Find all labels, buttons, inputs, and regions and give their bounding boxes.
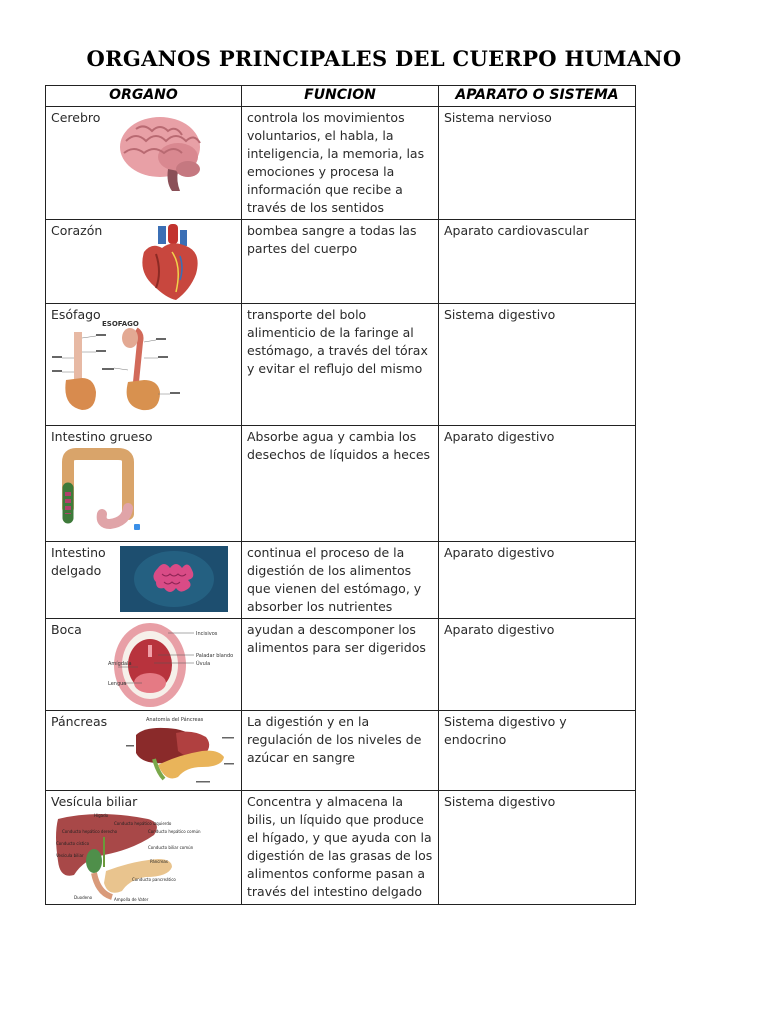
gallbladder-diagram — [54, 809, 201, 903]
organ-name: Boca — [51, 622, 82, 637]
label-biliar-comun: Conducto biliar común — [148, 845, 194, 850]
organ-name: Cerebro — [51, 110, 101, 125]
table-row — [46, 619, 636, 711]
esophagus-diagram — [52, 318, 192, 422]
label-cistico: Conducto cístico — [56, 841, 90, 846]
function-cell: Absorbe agua y cambia los desechos de líquidos a heces — [242, 426, 439, 542]
table-row — [46, 107, 636, 220]
function-cell: ayudan a descomponer los alimentos para ser digeridos — [242, 619, 439, 711]
table-row — [46, 220, 636, 304]
organ-name: Esófago — [51, 307, 101, 322]
label-vesicula: Vesícula biliar — [56, 853, 84, 858]
organ-name: Corazón — [51, 223, 103, 238]
esophagus-diagram-title: ESOFAGO — [102, 320, 139, 328]
table-header-row — [46, 86, 636, 107]
organs-table — [45, 85, 636, 905]
page-title: ORGANOS PRINCIPALES DEL CUERPO HUMANO — [86, 46, 682, 71]
label-higado: Hígado — [94, 813, 109, 818]
small-intestine-illustration — [120, 546, 228, 612]
system-cell: Aparato digestivo — [439, 542, 636, 619]
organ-cell — [46, 220, 242, 304]
function-cell: La digestión y en la regulación de los niveles de azúcar en sangre — [242, 711, 439, 791]
table-row — [46, 304, 636, 426]
organ-cell — [46, 542, 242, 619]
label-hepatico-der: Conducto hepático derecho — [62, 829, 118, 834]
system-cell: Sistema digestivo — [439, 791, 636, 905]
header-aparato: APARATO O SISTEMA — [439, 86, 636, 107]
table-row — [46, 711, 636, 791]
function-cell: controla los movimientos voluntarios, el habla, la inteligencia, la memoria, las emociones y procesa la información que recibe a través de los sentidos — [242, 107, 439, 220]
label-incisivos: Incisivos — [196, 631, 218, 637]
system-cell: Aparato cardiovascular — [439, 220, 636, 304]
label-paladar: Paladar blando — [196, 653, 234, 659]
organ-cell — [46, 791, 242, 905]
table-row — [46, 791, 636, 905]
organ-name: Vesícula biliar — [51, 794, 138, 809]
header-funcion: FUNCION — [242, 86, 439, 107]
organ-name: Intestino delgado — [51, 545, 106, 578]
label-uvula: Úvula — [196, 661, 211, 667]
system-cell: Aparato digestivo — [439, 619, 636, 711]
organ-cell — [46, 304, 242, 426]
system-cell: Sistema digestivo y endocrino — [439, 711, 636, 791]
function-cell: transporte del bolo alimenticio de la faringe al estómago, a través del tórax y evitar el reflujo del mismo — [242, 304, 439, 426]
pancreas-diagram-title: Anatomía del Páncreas — [146, 717, 204, 723]
system-cell: Sistema nervioso — [439, 107, 636, 220]
organ-cell — [46, 711, 242, 791]
label-pancreatico: Conducto pancreático — [132, 877, 176, 882]
label-amigdala: Amígdala — [108, 661, 132, 667]
function-cell: Concentra y almacena la bilis, un líquido que produce el hígado, y que ayuda con la digestión de las grasas de los alimentos conforme pasan a través del intestino delgado — [242, 791, 439, 905]
organ-cell — [46, 619, 242, 711]
organ-cell — [46, 107, 242, 220]
table-row — [46, 542, 636, 619]
system-cell: Sistema digestivo — [439, 304, 636, 426]
label-pancreas: Páncreas — [150, 859, 168, 864]
function-cell: continua el proceso de la digestión de los alimentos que vienen del estómago, y absorber los nutrientes — [242, 542, 439, 619]
system-cell: Aparato digestivo — [439, 426, 636, 542]
label-lengua: Lengua — [108, 681, 127, 687]
header-organo: ORGANO — [46, 86, 242, 107]
organ-name: Páncreas — [51, 714, 108, 729]
organ-name: Intestino grueso — [51, 429, 153, 444]
large-intestine-illustration — [58, 448, 136, 528]
label-hepatico-comun: Conducto hepático común — [148, 829, 201, 834]
function-cell: bombea sangre a todas las partes del cuerpo — [242, 220, 439, 304]
table-row — [46, 426, 636, 542]
label-ampolla: Ampolla de Vater — [114, 897, 149, 902]
label-hepatico-izq: Conducto hepático izquierdo — [114, 821, 172, 826]
image-handle-icon — [134, 524, 140, 530]
label-duodeno: Duodeno — [74, 895, 93, 900]
organ-cell — [46, 426, 242, 542]
